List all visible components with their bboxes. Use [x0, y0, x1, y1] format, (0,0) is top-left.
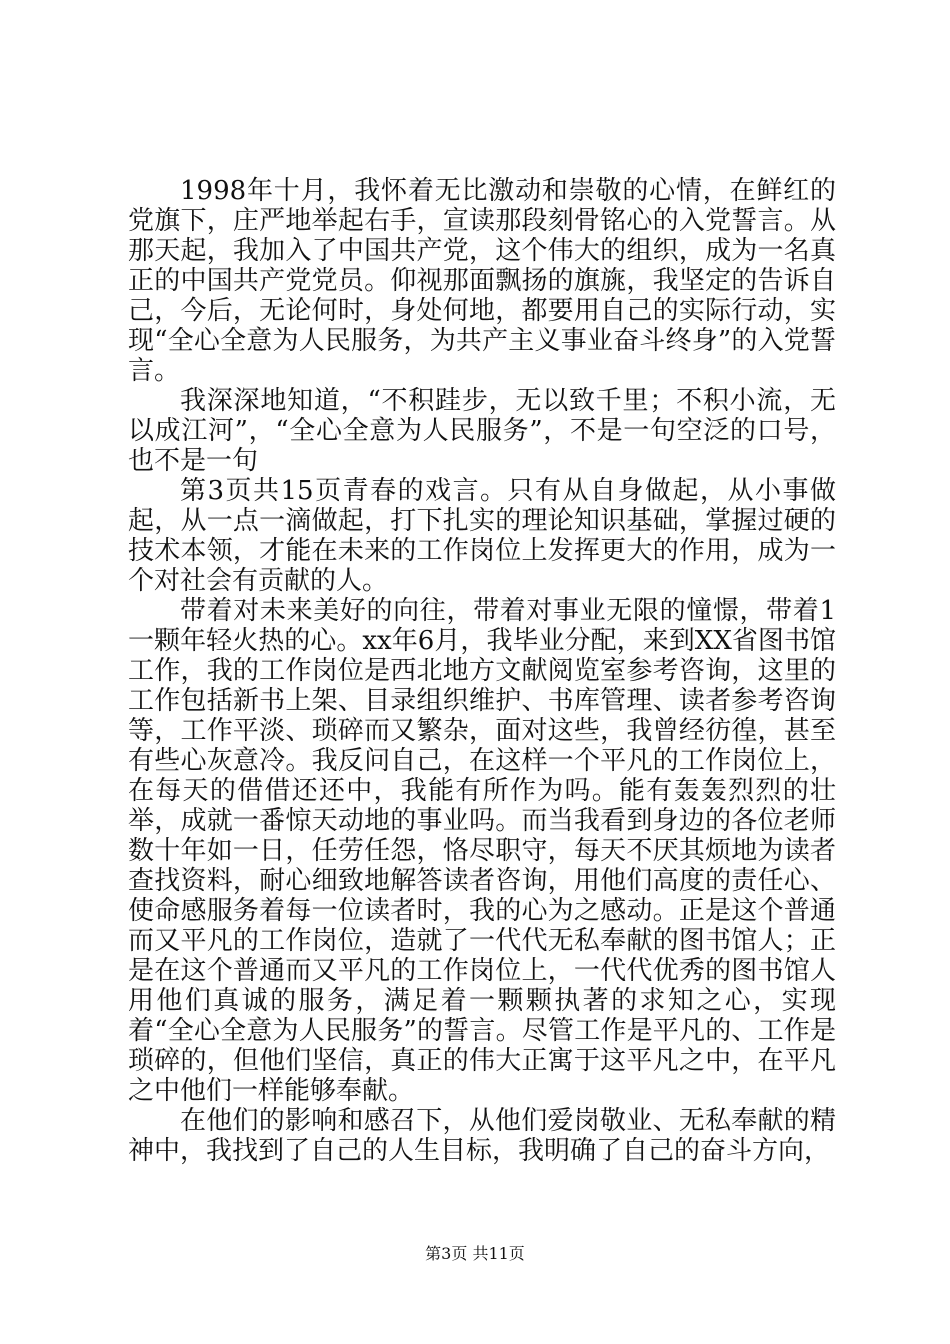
paragraph-inspiration: 在他们的影响和感召下，从他们爱岗敬业、无私奉献的精神中，我找到了自己的人生目标，我明确了自己的奋斗方向， — [128, 1106, 836, 1166]
paragraph-knowledge: 我深深地知道，“不积跬步，无以致千里；不积小流，无以成江河”，“全心全意为人民服务”，不是一句空泛的口号，也不是一句 — [128, 386, 836, 476]
page-number-footer: 第3页 共11页 — [425, 1244, 525, 1263]
paragraph-library-work: 带着对未来美好的向往，带着对事业无限的憧憬，带着1一颗年轻火热的心。xx年6月，我毕业分配，来到XX省图书馆工作，我的工作岗位是西北地方文献阅览室参考咨询，这里的工作包括新书上架、目录组织维护、书库管理、读者参考咨询等，工作平淡、琐碎而又繁杂，面对这些，我曾经彷徨，甚至有些心灰意冷。我反问自己，在这样一个平凡的工作岗位上，在每天的借借还还中，我能有所作为吗。能有轰轰烈烈的壮举，成就一番惊天动地的事业吗。而当我看到身边的各位老师数十年如一日，任劳任怨，恪尽职守，每天不厌其烦地为读者查找资料，耐心细致地解答读者咨询，用他们高度的责任心、使命感服务着每一位读者时，我的心为之感动。正是这个普通而又平凡的工作岗位，造就了一代代无私奉献的图书馆人；正是在这个普通而又平凡的工作岗位上，一代代优秀的图书馆人用他们真诚的服务，满足着一颗颗执著的求知之心，实现着“全心全意为人民服务”的誓言。尽管工作是平凡的、工作是琐碎的，但他们坚信，真正的伟大正寓于这平凡之中，在平凡之中他们一样能够奉献。 — [128, 596, 836, 1106]
paragraph-youth: 第3页共15页青春的戏言。只有从自身做起，从小事做起，从一点一滴做起，打下扎实的理论知识基础，掌握过硬的技术本领，才能在未来的工作岗位上发挥更大的作用，成为一个对社会有贡献的人。 — [128, 476, 836, 596]
paragraph-oath: 1998年十月，我怀着无比激动和崇敬的心情，在鲜红的党旗下，庄严地举起右手，宣读那段刻骨铭心的入党誓言。从那天起，我加入了中国共产党，这个伟大的组织，成为一名真正的中国共产党党员。仰视那面飘扬的旗旐，我坚定的告诉自己，今后，无论何时，身处何地，都要用自己的实际行动，实现“全心全意为人民服务，为共产主义事业奋斗终身”的入党誓言。 — [128, 176, 836, 386]
document-body — [128, 176, 836, 1166]
